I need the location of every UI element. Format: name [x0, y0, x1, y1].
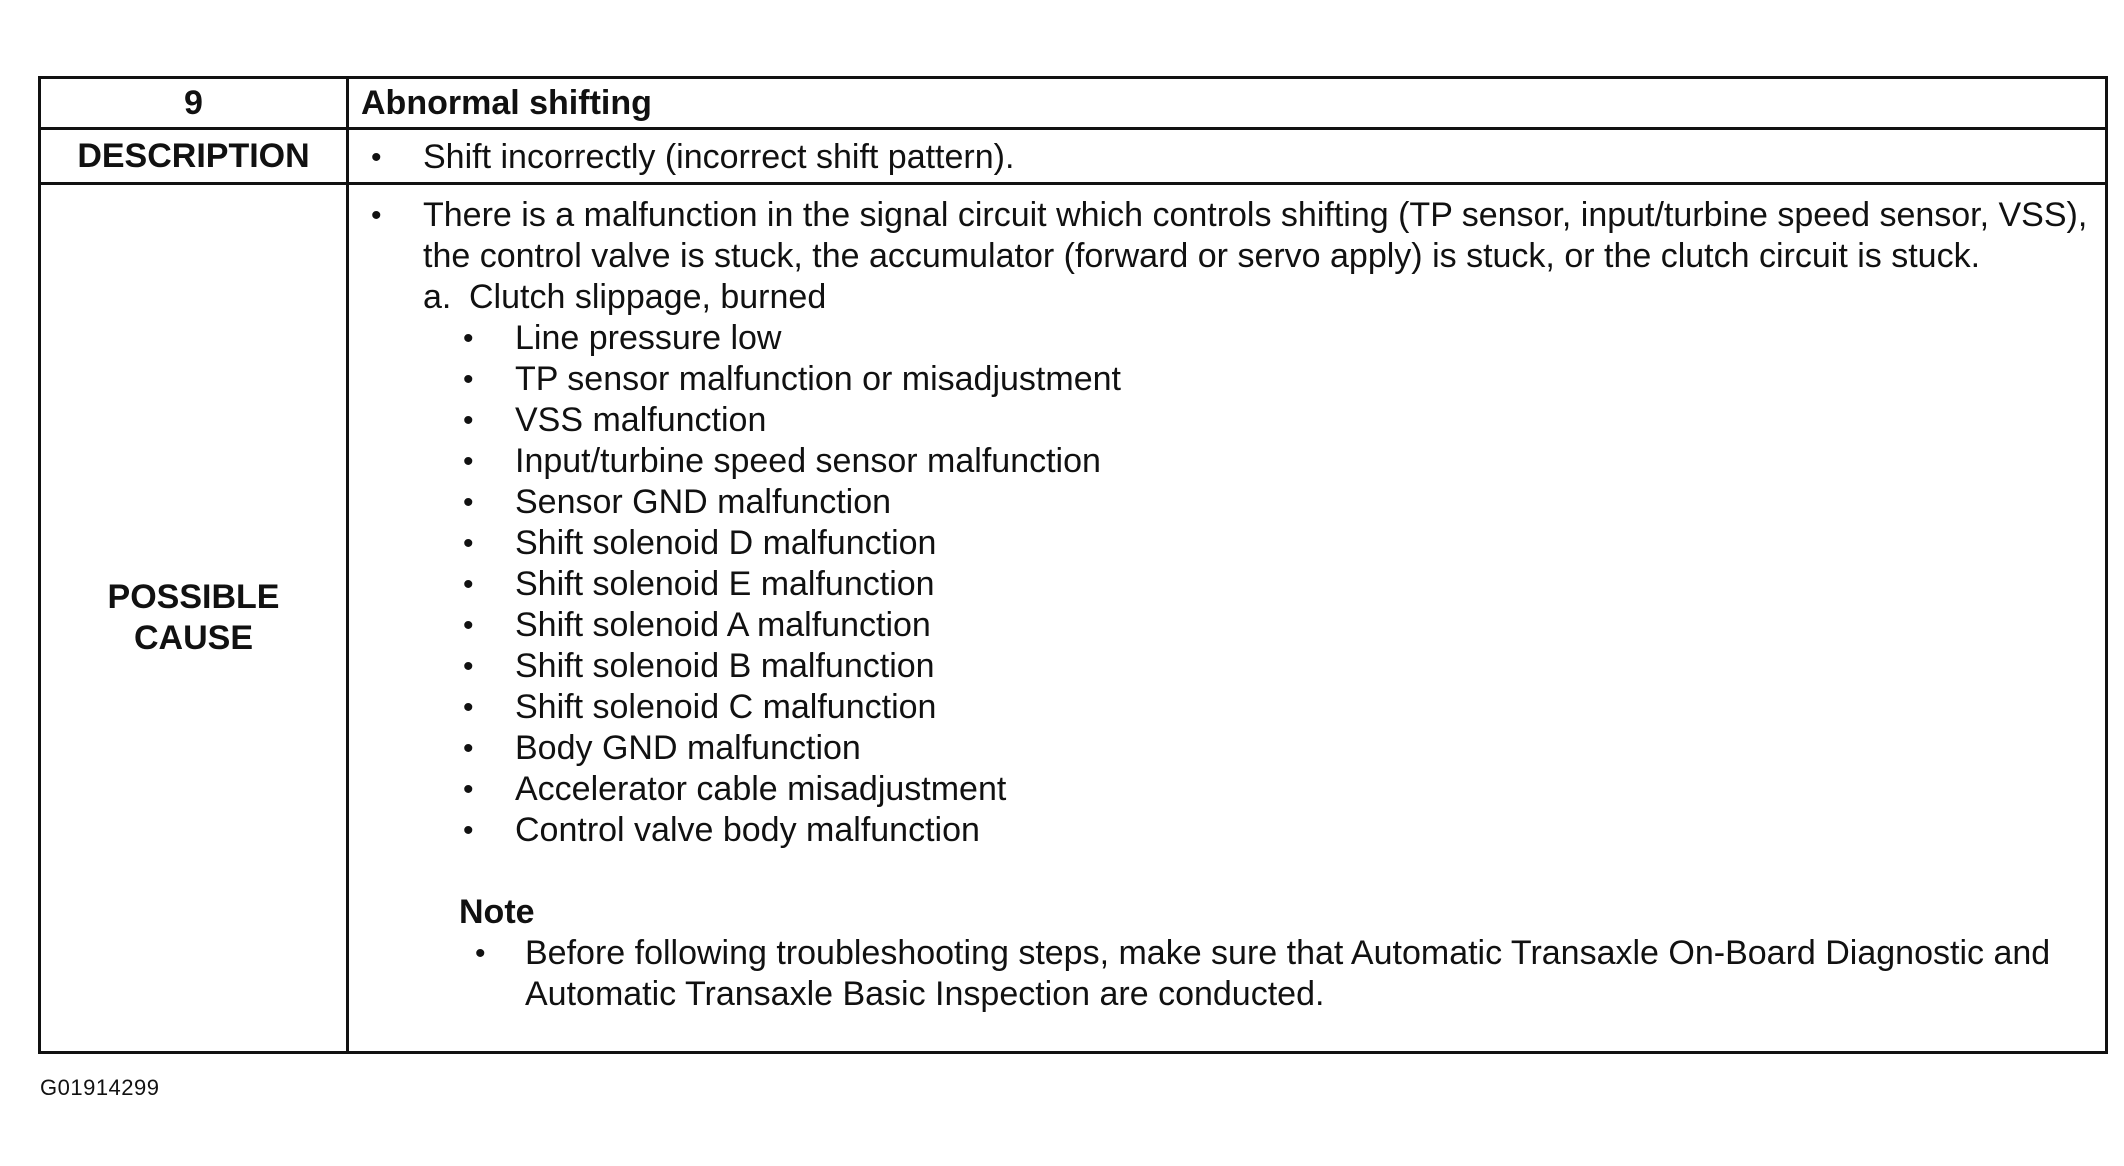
sub-cause-item: • Shift solenoid D malfunction [349, 523, 2095, 564]
possible-cause-row [40, 184, 2107, 1053]
note-list [349, 933, 2095, 1015]
sub-cause-item: • Sensor GND malfunction [349, 482, 2095, 523]
sub-cause-item: • TP sensor malfunction or misadjustment [349, 359, 2095, 400]
sub-cause-marker: a. [423, 278, 452, 316]
sub-cause-item: • Input/turbine speed sensor malfunction [349, 441, 2095, 482]
sub-cause-item: • Shift solenoid C malfunction [349, 687, 2095, 728]
sub-cause-item: • Shift solenoid A malfunction [349, 605, 2095, 646]
image-id-label: G01914299 [40, 1075, 160, 1100]
possible-cause-label-line1: POSSIBLE [107, 578, 280, 616]
step-number: 9 [40, 78, 348, 129]
sub-cause-heading [349, 277, 2095, 318]
note-item: • Before following troubleshooting steps, make sure that Automatic Transaxle On-Board Diagnostic and Automatic Transaxle Basic Inspection are conducted. [349, 933, 2095, 1015]
note-title: Note [459, 893, 535, 931]
description-cell [348, 129, 2107, 184]
sub-cause-title: Clutch slippage, burned [469, 278, 827, 316]
sub-cause-list [349, 318, 2095, 851]
sub-cause-item: • Control valve body malfunction [349, 810, 2095, 851]
description-row [40, 129, 2107, 184]
description-label: DESCRIPTION [40, 129, 348, 184]
header-row [40, 78, 2107, 129]
sub-cause-item: • VSS malfunction [349, 400, 2095, 441]
cause-list [349, 195, 2095, 277]
sub-cause-item: • Shift solenoid B malfunction [349, 646, 2095, 687]
sub-cause-item: • Accelerator cable misadjustment [349, 769, 2095, 810]
sub-cause-item: • Shift solenoid E malfunction [349, 564, 2095, 605]
possible-cause-label [40, 184, 348, 1053]
description-item: • Shift incorrectly (incorrect shift pattern). [349, 137, 2105, 178]
sub-cause-item: • Line pressure low [349, 318, 2095, 359]
description-list [349, 137, 2105, 178]
sub-cause-item: • Body GND malfunction [349, 728, 2095, 769]
troubleshooting-table [38, 76, 2108, 1054]
symptom-title: Abnormal shifting [348, 78, 2107, 129]
possible-cause-label-line2: CAUSE [133, 619, 254, 657]
possible-cause-cell [348, 184, 2107, 1053]
cause-main-item: • There is a malfunction in the signal circuit which controls shifting (TP sensor, input/turbine speed sensor, VSS), the control valve is stuck, the accumulator (forward or servo apply) is stuck, or the clutch circuit is stuck. [349, 195, 2095, 277]
